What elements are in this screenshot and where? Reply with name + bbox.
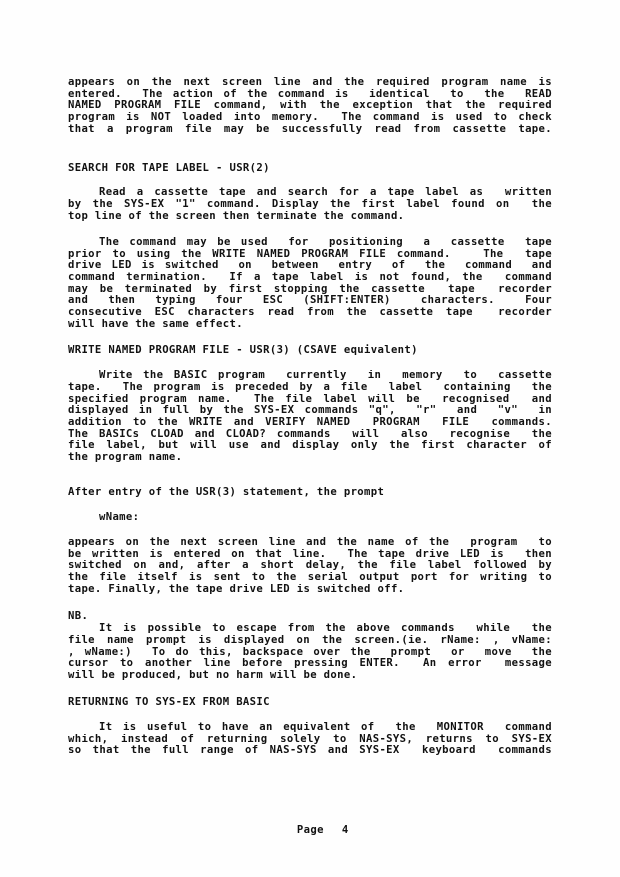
paragraph-line: It is useful to have an equivalent of the MONITOR command	[99, 722, 552, 733]
paragraph-line: by the SYS-EX "1" command. Display the first label found on the	[68, 199, 552, 210]
paragraph-line: displayed in full by the SYS-EX commands "q", "r" and "v" in	[68, 405, 552, 416]
note-line: It is possible to escape from the above commands while the	[99, 623, 552, 634]
intro-line: that a program file may be successfully read from cassette tape.	[68, 124, 552, 135]
paragraph-line: tape. The program is preceded by a file label containing the	[68, 382, 552, 393]
intro-line: entered. The action of the command is identical to the READ	[68, 89, 552, 100]
paragraph-line: addition to the WRITE and VERIFY NAMED PROGRAM FILE commands.	[68, 417, 552, 428]
paragraph-line: Read a cassette tape and search for a tape label as written	[99, 187, 552, 198]
paragraph-line: may be terminated by first stopping the cassette tape recorder	[68, 284, 552, 295]
intro-line: NAMED PROGRAM FILE command, with the exception that the required	[68, 100, 552, 111]
note-line: file name prompt is displayed on the screen.(ie. rName: , vName:	[68, 635, 552, 646]
paragraph-line: the program name.	[68, 452, 183, 463]
paragraph-line: the file itself is sent to the serial output port for writing to	[68, 572, 552, 583]
note-line: , wName:) To do this, backspace over the prompt or move the	[68, 647, 552, 658]
prompt-example: wName:	[99, 512, 140, 523]
note-line: cursor to another line before pressing ENTER. An error message	[68, 658, 552, 669]
paragraph-line: appears on the next screen line and the name of the program to	[68, 537, 552, 548]
section-heading-returning-to-sys-ex: RETURNING TO SYS-EX FROM BASIC	[68, 696, 270, 708]
paragraph-line: prior to using the WRITE NAMED PROGRAM FILE command. The tape	[68, 249, 552, 260]
page-number: 4	[341, 824, 349, 836]
intro-line: appears on the next screen line and the required program name is	[68, 77, 552, 88]
note-line: will be produced, but no harm will be done.	[68, 670, 358, 681]
paragraph-line: The BASICs CLOAD and CLOAD? commands will also recognise the	[68, 429, 552, 440]
paragraph-line: After entry of the USR(3) statement, the prompt	[68, 487, 385, 498]
paragraph-line: be written is entered on that line. The tape drive LED is then	[68, 549, 552, 560]
note-label: NB.	[68, 610, 89, 622]
paragraph-line: The command may be used for positioning a cassette tape	[99, 237, 552, 248]
page-footer	[270, 812, 349, 848]
paragraph-line: command termination. If a tape label is not found, the command	[68, 272, 552, 283]
paragraph-line: tape. Finally, the tape drive LED is switched off.	[68, 584, 405, 595]
paragraph-line: file label, but will use and display only the first character of	[68, 440, 552, 451]
page-label: Page	[296, 824, 324, 836]
section-heading-search-tape-label: SEARCH FOR TAPE LABEL - USR(2)	[68, 162, 270, 174]
paragraph-line: so that the full range of NAS-SYS and SYS-EX keyboard commands	[68, 745, 552, 756]
paragraph-line: top line of the screen then terminate the command.	[68, 211, 405, 222]
section-heading-write-named-program: WRITE NAMED PROGRAM FILE - USR(3) (CSAVE equivalent)	[68, 344, 418, 356]
paragraph-line: Write the BASIC program currently in memory to cassette	[99, 370, 552, 381]
paragraph-line: and then typing four ESC (SHIFT:ENTER) characters. Four	[68, 295, 552, 306]
paragraph-line: consecutive ESC characters read from the cassette tape recorder	[68, 307, 552, 318]
paragraph-line: will have the same effect.	[68, 319, 243, 330]
intro-line: program is NOT loaded into memory. The command is used to check	[68, 112, 552, 123]
paragraph-line: which, instead of returning solely to NAS-SYS, returns to SYS-EX	[68, 734, 552, 745]
paragraph-line: drive LED is switched on between entry of the command and	[68, 260, 552, 271]
paragraph-line: specified program name. The file label will be recognised and	[68, 394, 552, 405]
paragraph-line: switched on and, after a short delay, the file label followed by	[68, 560, 552, 571]
